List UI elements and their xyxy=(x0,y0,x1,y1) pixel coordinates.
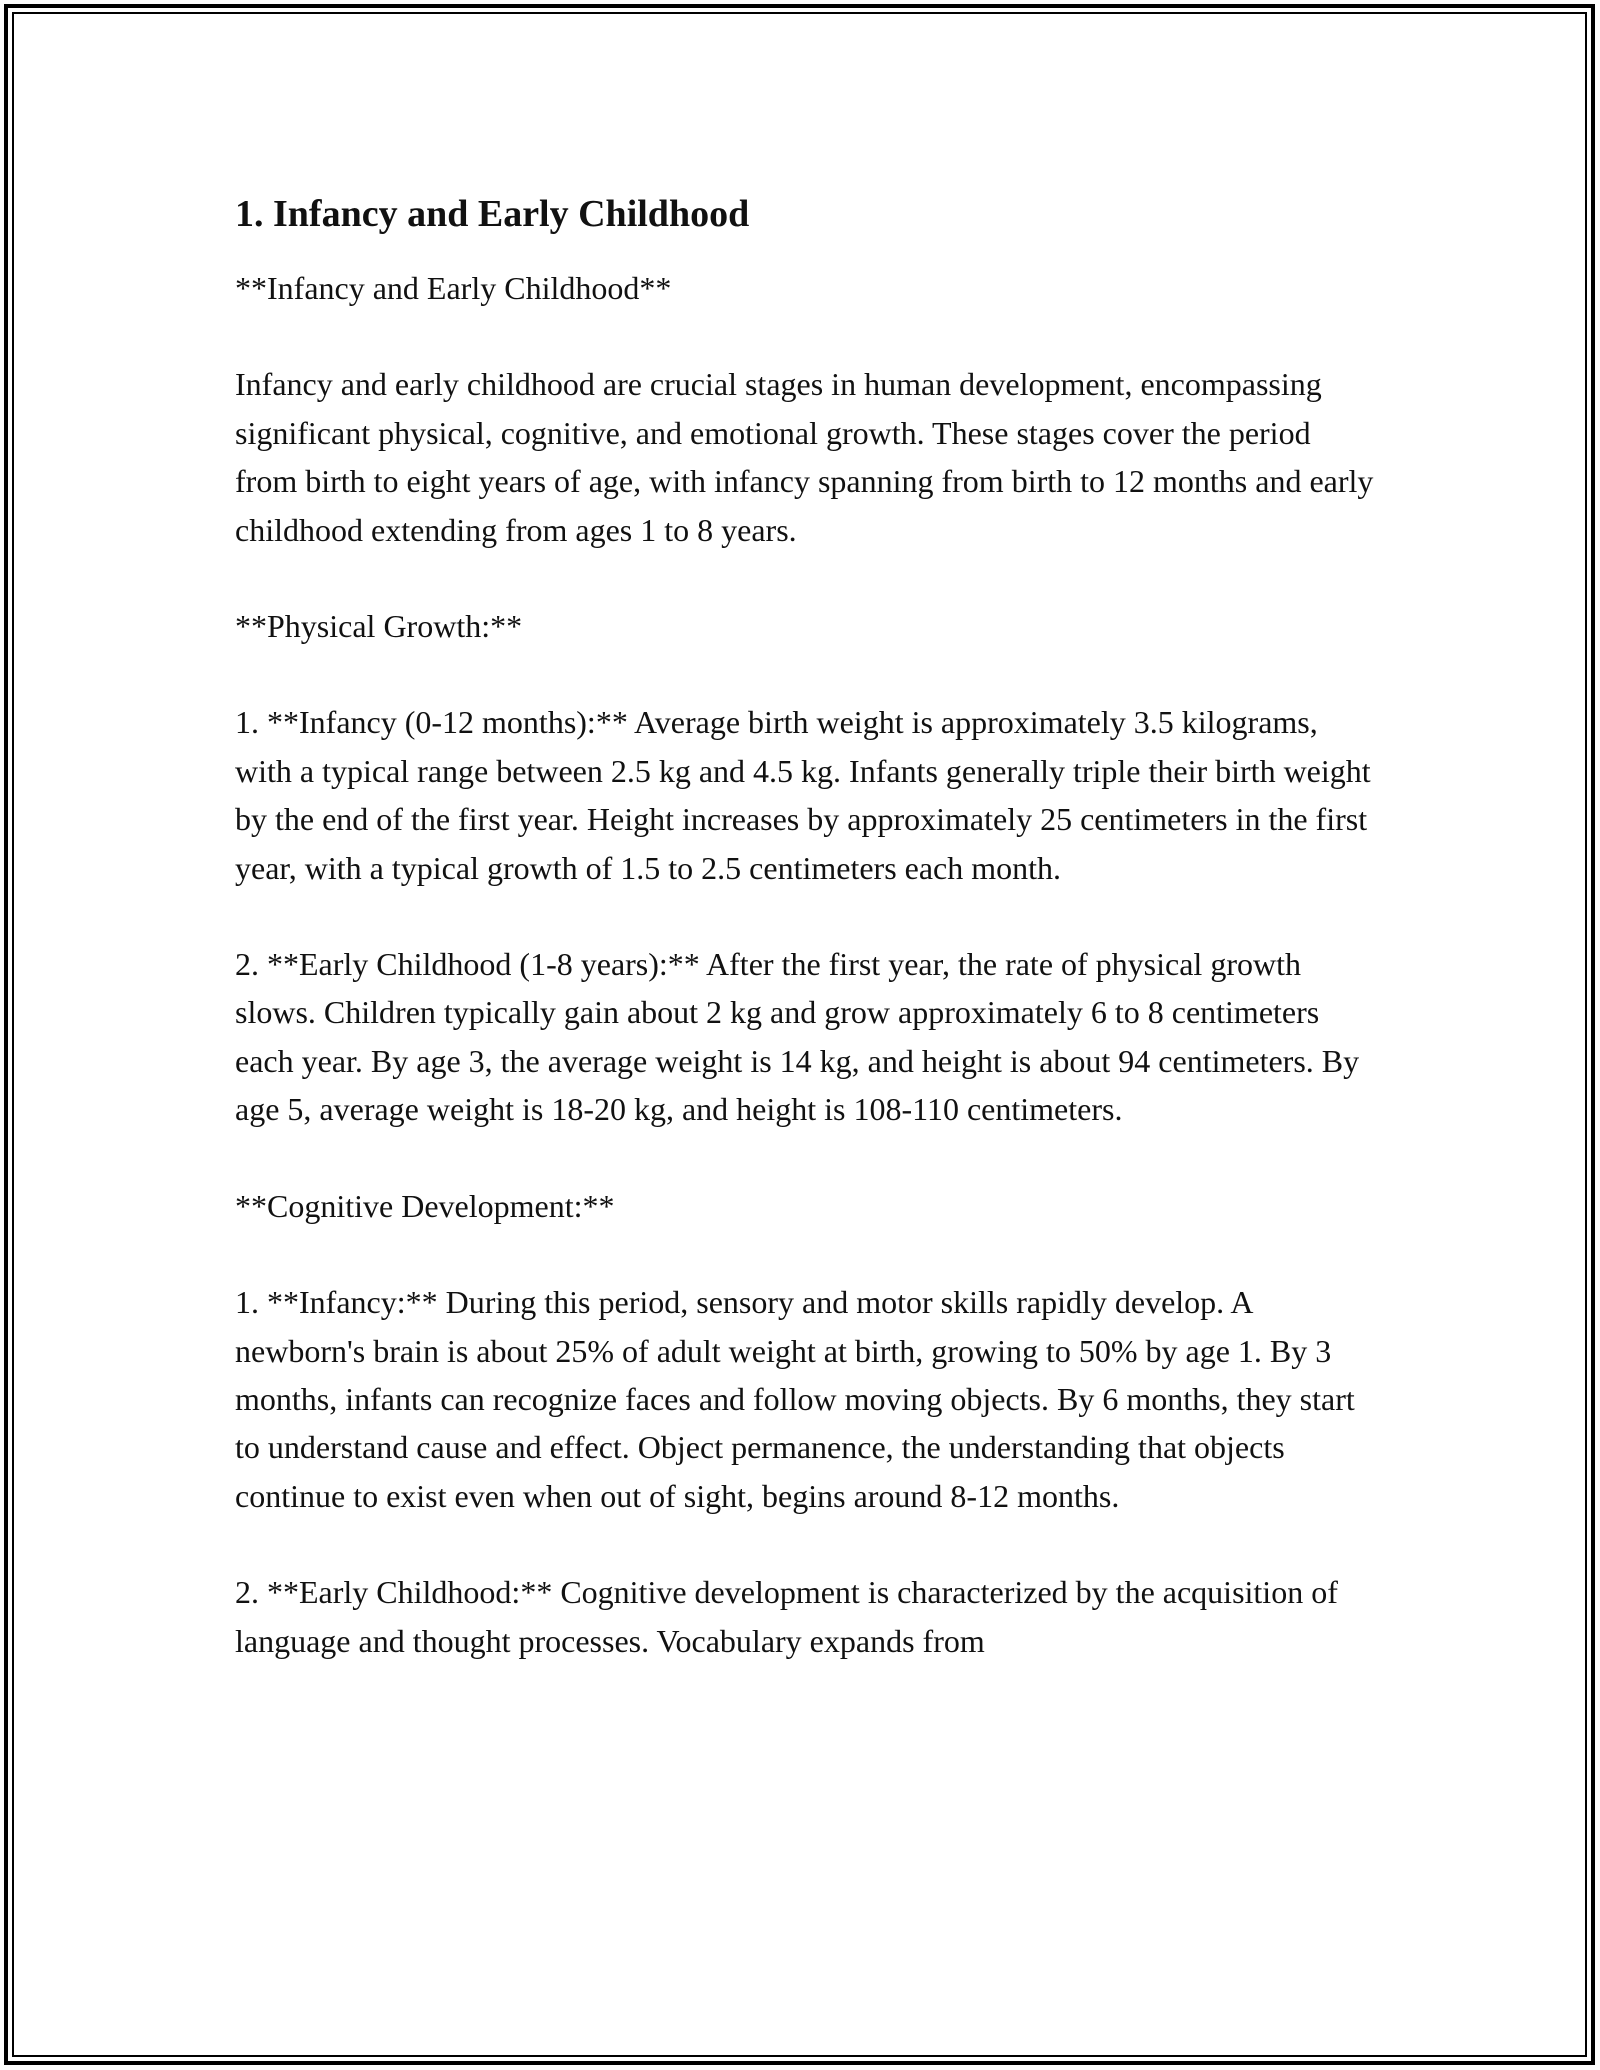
paragraph-cognitive-heading: **Cognitive Development:** xyxy=(235,1187,615,1224)
document-title: 1. Infancy and Early Childhood xyxy=(235,193,750,235)
paragraph-physical-infancy: 1. **Infancy (0-12 months):** Average birth weight is approximately 3.5 kilograms, with a typical range between 2.5 kg and 4.5 kg. Infants generally triple their birth weight by the end of the first year. Height increases by approximately 25 centimeters in the first year, with a typical growth of 1.5 to 2.5 centimeters each month. xyxy=(235,704,1371,886)
paragraph-physical-early-childhood: 2. **Early Childhood (1-8 years):** After the first year, the rate of physical growth slows. Children typically gain about 2 kg and grow approximately 6 to 8 centimeters each year. By age 3, the average weight is 14 kg, and height is about 94 centimeters. By age 5, average weight is 18-20 kg, and height is 108-110 centimeters. xyxy=(235,946,1360,1128)
paragraph-physical-growth-heading: **Physical Growth:** xyxy=(235,608,523,645)
document-body xyxy=(235,186,1375,1713)
paragraph-cognitive-infancy: 1. **Infancy:** During this period, sensory and motor skills rapidly develop. A newborn's brain is about 25% of adult weight at birth, growing to 50% by age 1. By 3 months, infants can recognize faces and follow moving objects. By 6 months, they start to understand cause and effect. Object permanence, the understanding that objects continue to exist even when out of sight, begins around 8-12 months. xyxy=(235,1284,1355,1514)
paragraph-cognitive-early-childhood: 2. **Early Childhood:** Cognitive development is characterized by the acquisition of language and thought processes. Vocabulary expands from xyxy=(235,1574,1338,1659)
paragraph-intro: Infancy and early childhood are crucial stages in human development, encompassing significant physical, cognitive, and emotional growth. These stages cover the period from birth to eight years of age, with infancy spanning from birth to 12 months and early childhood extending from ages 1 to 8 years. xyxy=(235,366,1374,548)
paragraph-subtitle: **Infancy and Early Childhood** xyxy=(235,270,672,306)
